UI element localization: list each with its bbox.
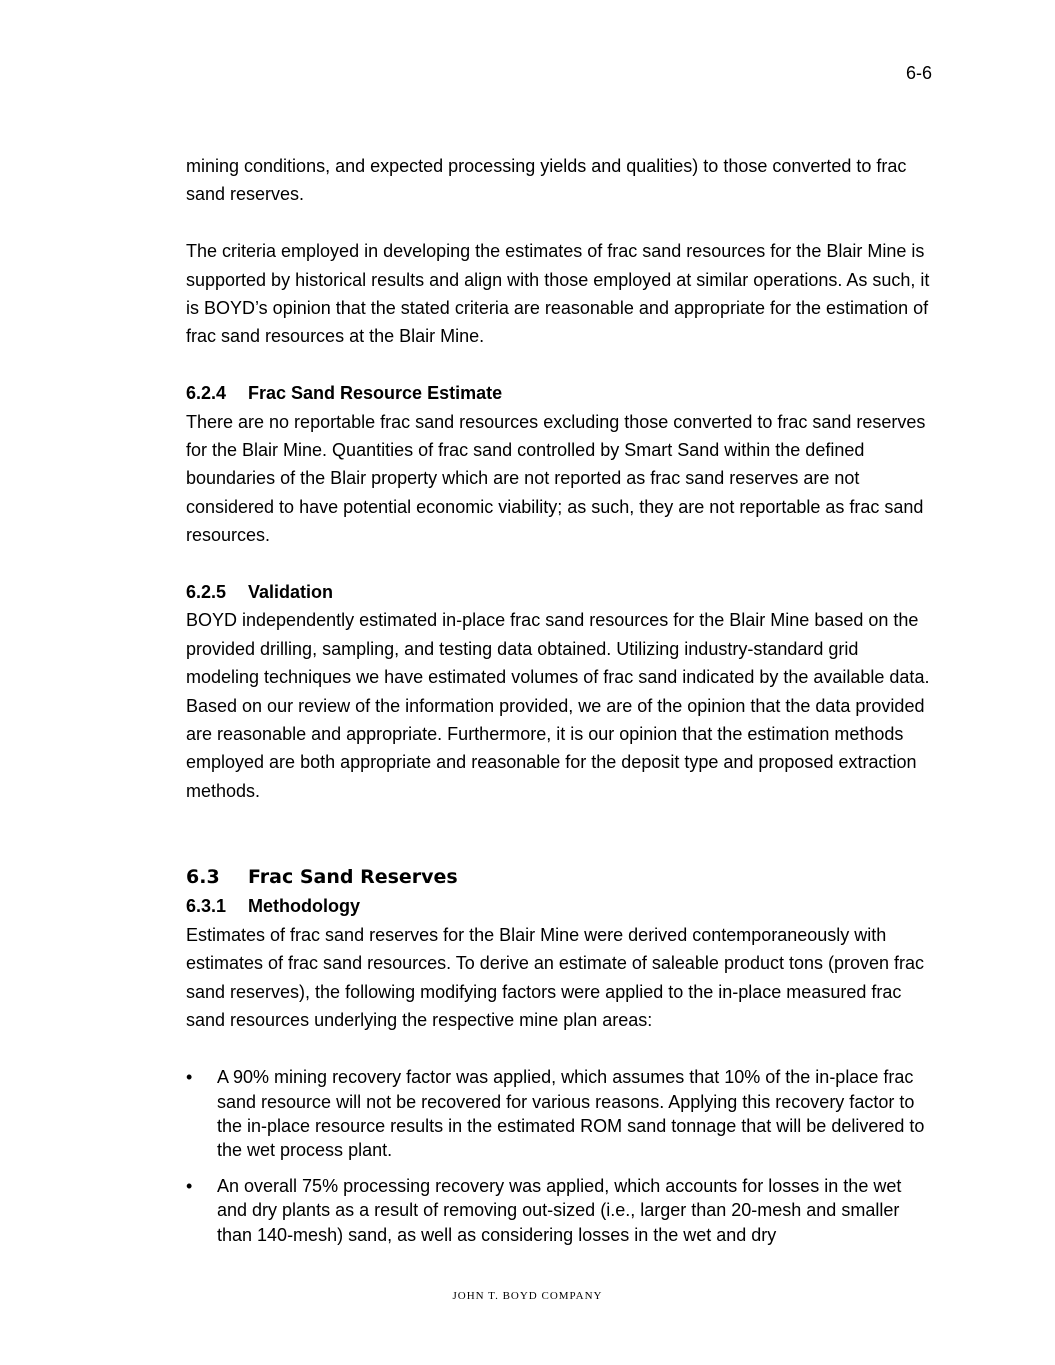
- section-title: Frac Sand Reserves: [248, 866, 458, 889]
- footer-company-name: JOHN T. BOYD COMPANY: [452, 1290, 603, 1302]
- section-number: 6.3: [186, 866, 220, 889]
- section-title: Frac Sand Resource Estimate: [248, 383, 503, 404]
- section-number: 6.2.5: [186, 582, 227, 603]
- list-item: [186, 1065, 934, 1162]
- section-number: 6.2.4: [186, 383, 227, 404]
- paragraph-methodology: Estimates of frac sand reserves for the Blair Mine were derived contemporaneously with estimates of frac sand resources. To derive an estimate of saleable product tons (proven frac sand reserves), the following modifying factors were applied to the in-place measured frac sand resources underlying the respective mine plan areas:: [186, 924, 925, 1030]
- section-title: Validation: [248, 582, 334, 603]
- list-item-text: A 90% mining recovery factor was applied, which assumes that 10% of the in-place frac sand resource will not be recovered for various reasons. Applying this recovery factor to the in-place resource results in the estimated ROM sand tonnage that will be delivered to the wet process plant.: [217, 1067, 925, 1160]
- section-number: 6.3.1: [186, 896, 227, 917]
- section-heading-6-2-5: [186, 578, 934, 606]
- list-item-text: An overall 75% processing recovery was applied, which accounts for losses in the wet and dry plants as a result of removing out-sized (i.e., larger than 20-mesh and smaller than 140-mesh) sand, as well as considering losses in the wet and dry: [217, 1176, 902, 1245]
- paragraph-criteria: The criteria employed in developing the estimates of frac sand resources for the Blair Mine is supported by historical results and align with those employed at similar operations. As such, it is BOYD’s opinion that the stated criteria are reasonable and appropriate for the estimation of frac sand resources at the Blair Mine.: [186, 241, 930, 347]
- document-body: [186, 152, 934, 1259]
- paragraph-continuation: mining conditions, and expected processing yields and qualities) to those converted to frac sand reserves.: [186, 156, 907, 205]
- list-item: [186, 1174, 934, 1247]
- section-heading-6-3: [186, 862, 934, 892]
- bullet-icon: •: [186, 1176, 193, 1197]
- section-title: Methodology: [248, 896, 360, 917]
- modifying-factors-list: [186, 1065, 934, 1246]
- page-number: 6-6: [905, 63, 932, 83]
- bullet-icon: •: [186, 1067, 193, 1088]
- section-heading-6-2-4: [186, 379, 934, 407]
- section-heading-6-3-1: [186, 892, 934, 920]
- paragraph-validation: BOYD independently estimated in-place frac sand resources for the Blair Mine based on the provided drilling, sampling, and testing data obtained. Utilizing industry-standard grid modeling techniques we have estimated volumes of frac sand indicated by the available data. Based on our review of the information provided, we are of the opinion that the data provided are reasonable and appropriate. Furthermore, it is our opinion that the estimation methods employed are both appropriate and reasonable for the deposit type and proposed extraction methods.: [186, 610, 930, 801]
- paragraph-resource-estimate: There are no reportable frac sand resources excluding those converted to frac sand reserves for the Blair Mine. Quantities of frac sand controlled by Smart Sand within the defined boundaries of the Blair property which are not reported as frac sand reserves are not considered to have potential economic viability; as such, they are not reportable as frac sand resources.: [186, 411, 926, 546]
